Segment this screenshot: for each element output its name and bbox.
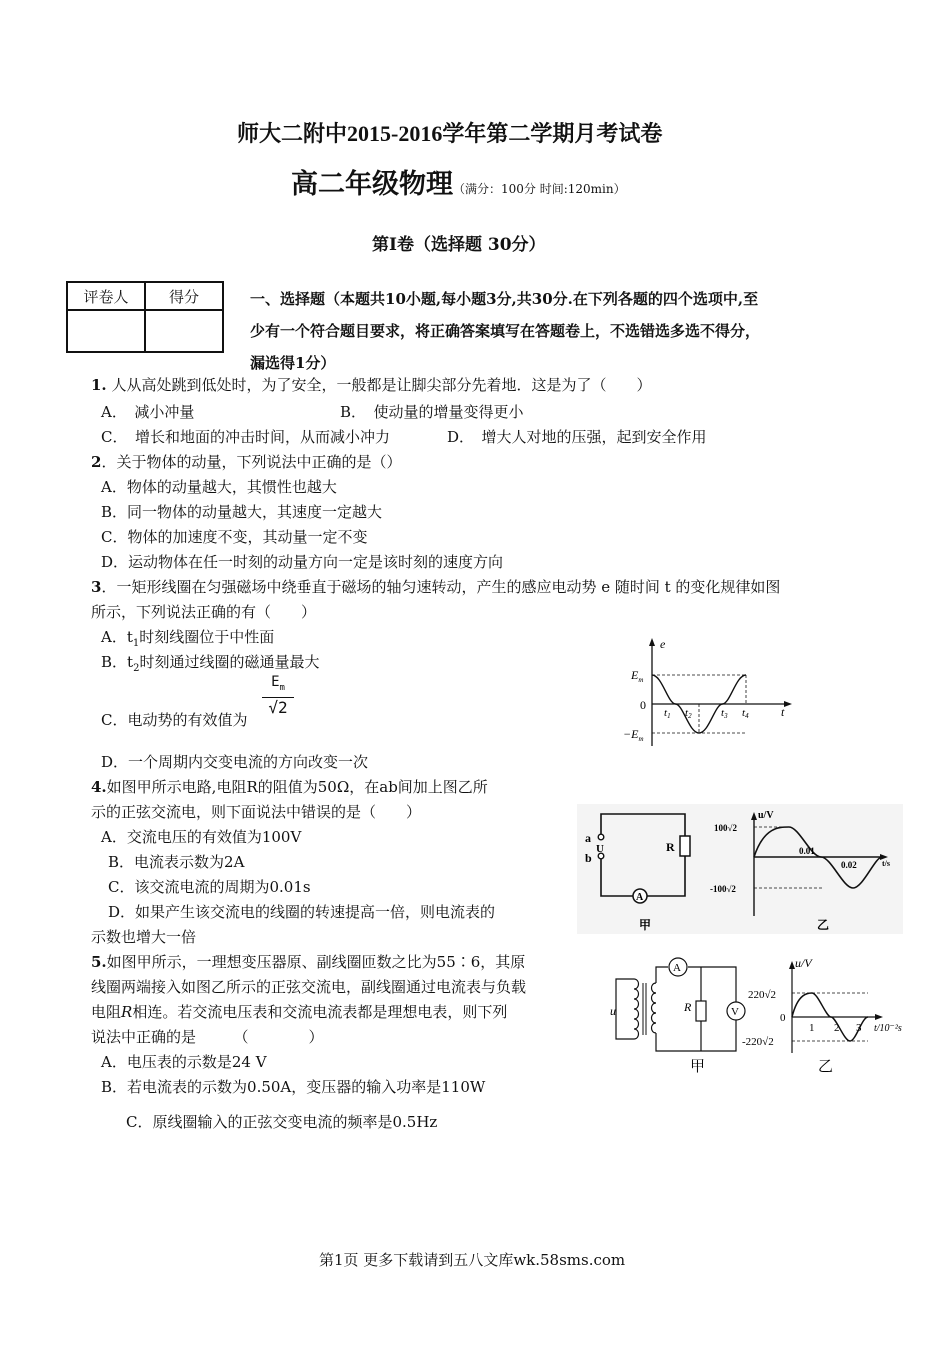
instructions-line-1: 一、选择题（本题共10小题,每小题3分,共30分.在下列各题的四个选项中,至 xyxy=(250,290,759,308)
q5-text-3-post: 相连。若交流电压表和交流电流表都是理想电表，则下列 xyxy=(132,1003,508,1021)
q5-voltmeter-label: V xyxy=(731,1006,739,1018)
subject-title: 高二年级物理 xyxy=(291,169,453,200)
q3-fraction-numerator xyxy=(262,674,294,698)
q5-label-u: u xyxy=(610,1004,616,1018)
q3-t1-sub: 1 xyxy=(667,712,671,720)
q3-b-pre: B．t xyxy=(101,653,134,671)
q4-label-yi: 乙 xyxy=(817,918,830,932)
q2-text: ．关于物体的动量，下列说法中正确的是（） xyxy=(101,453,402,471)
grader-header: 评卷人 xyxy=(67,282,145,310)
subject-heading xyxy=(291,162,626,201)
q4-ammeter-label: A xyxy=(636,892,644,903)
q3-t4-sub: 4 xyxy=(745,712,749,720)
q4-stem-2: 示的正弦交流电，则下面说法中错误的是（ ） xyxy=(91,803,422,821)
q3-t-label: t xyxy=(781,705,785,719)
instructions-line-3: 漏选得1分） xyxy=(250,354,336,372)
q3-num-e: E xyxy=(271,674,280,690)
q3-fraction xyxy=(262,674,294,718)
q3-t1-label xyxy=(664,707,671,720)
q1-number: 1. xyxy=(91,376,107,394)
q3-option-c: C．电动势的有效值为 xyxy=(101,711,248,729)
q4-text: 如图甲所示电路,电阻R的阻值为50Ω，在ab间加上图乙所 xyxy=(106,778,488,796)
q1-option-c: C． 增长和地面的冲击时间，从而减小冲力 xyxy=(101,428,390,446)
q2-option-a: A．物体的动量越大，其惯性也越大 xyxy=(101,478,337,496)
q3-em-main: E xyxy=(631,668,639,682)
q3-option-a xyxy=(101,626,274,649)
q1-stem xyxy=(91,374,651,395)
q3-neg-em-label xyxy=(623,727,644,743)
score-table xyxy=(66,281,224,353)
q1-option-d: D． 增大人对地的压强，起到安全作用 xyxy=(447,428,707,446)
q4-option-a: A．交流电压的有效值为100V xyxy=(101,828,302,846)
q3-option-d: D．一个周期内交变电流的方向改变一次 xyxy=(101,753,369,771)
q3-neg-em-sub: m xyxy=(638,735,644,743)
q4-peak-label: 100√2 xyxy=(714,823,737,833)
q4-option-b: B．电流表示数为2A xyxy=(108,853,245,871)
q3-number: 3 xyxy=(91,578,102,596)
q4-x1-label: 0.01 xyxy=(799,846,815,856)
q5-primary-coil xyxy=(634,979,639,1039)
q5-uv-label: u/V xyxy=(795,956,812,970)
q3-stem-2: 所示，下列说法正确的有（ ） xyxy=(91,603,317,621)
q5-zero-label: 0 xyxy=(780,1012,786,1024)
q3-stem-1 xyxy=(91,576,780,597)
q3-t4-label xyxy=(742,707,749,720)
q3-em-label xyxy=(630,668,643,684)
page-footer: 第1页 更多下载请到五八文库wk.58sms.com xyxy=(319,1251,626,1269)
q4-label-a: a xyxy=(585,831,591,845)
q4-label-b: b xyxy=(585,851,592,865)
q4-number: 4. xyxy=(91,778,107,796)
q3-b-sub: 2 xyxy=(133,663,140,674)
q5-option-c: C．原线圈输入的正弦交变电流的频率是0.5Hz xyxy=(126,1113,438,1131)
q3-zero-label: 0 xyxy=(640,698,646,712)
q5-tl-label: t/10⁻²s xyxy=(874,1023,902,1034)
q5-secondary-coil xyxy=(652,983,657,1033)
q5-label-jia: 甲 xyxy=(690,1059,706,1075)
q5-line-4: 说法中正确的是 （ ） xyxy=(91,1028,324,1046)
q5-text-1: 如图甲所示，一理想变压器原、副线圈匝数之比为55∶6，其原 xyxy=(106,953,526,971)
q5-x3-label: 3 xyxy=(856,1022,862,1034)
q5-ammeter-label: A xyxy=(673,962,681,974)
score-header: 得分 xyxy=(145,282,223,310)
q4-label-u: U xyxy=(596,843,604,855)
q3-b-post: 时刻通过线圈的磁通量最大 xyxy=(139,653,320,671)
q2-stem xyxy=(91,451,401,472)
q3-t3-sub: 3 xyxy=(724,712,728,720)
section-title: 第Ⅰ卷（选择题 30分） xyxy=(372,235,546,255)
q4-option-d-1: D．如果产生该交流电的线圈的转速提高一倍，则电流表的 xyxy=(108,903,496,921)
q4-x2-label: 0.02 xyxy=(841,860,857,870)
q3-e-arrow xyxy=(649,638,655,646)
q5-number: 5. xyxy=(91,953,107,971)
q4-option-c: C．该交流电流的周期为0.01s xyxy=(108,878,311,896)
score-time-note: （满分：100分 时间:120min） xyxy=(453,182,626,196)
q5-option-a: A．电压表的示数是24 V xyxy=(101,1053,267,1071)
q4-option-d-2: 示数也增大一倍 xyxy=(91,928,197,946)
q2-option-d: D．运动物体在任一时刻的动量方向一定是该时刻的速度方向 xyxy=(101,553,504,571)
q4-trough-label: -100√2 xyxy=(710,884,736,894)
score-cell xyxy=(145,310,223,352)
exam-title: 师大二附中2015-2016学年第二学期月考试卷 xyxy=(237,121,663,146)
q5-figure xyxy=(606,955,912,1075)
q4-label-jia: 甲 xyxy=(639,918,652,932)
q3-t1-main: t xyxy=(664,707,668,719)
q5-label-r: R xyxy=(684,1000,692,1014)
q3-a-pre: A．t xyxy=(101,628,133,646)
q5-peak-label: 220√2 xyxy=(748,989,777,1001)
q3-t3-main: t xyxy=(721,707,725,719)
q3-t2-sub: 2 xyxy=(688,712,692,720)
q3-option-b xyxy=(101,651,319,674)
q3-t4-main: t xyxy=(742,707,746,719)
q5-primary-wires xyxy=(616,979,634,1039)
q2-number: 2 xyxy=(91,453,102,471)
q5-trough-label: -220√2 xyxy=(742,1036,774,1048)
q5-option-b: B．若电流表的示数为0.50A，变压器的输入功率是110W xyxy=(101,1078,486,1096)
q5-line-1 xyxy=(91,951,525,972)
q3-t2-label xyxy=(685,707,692,720)
q5-resistor xyxy=(696,1001,706,1021)
q3-a-post: 时刻线圈位于中性面 xyxy=(139,628,275,646)
q3-fraction-denominator: √2 xyxy=(268,697,288,717)
q5-label-yi: 乙 xyxy=(818,1059,834,1075)
q2-option-b: B．同一物体的动量越大，其速度一定越大 xyxy=(101,503,383,521)
grader-cell xyxy=(67,310,145,352)
q3-e-label: e xyxy=(660,637,666,651)
q4-figure xyxy=(577,804,903,934)
q3-t-arrow xyxy=(784,701,792,707)
q3-emf-graph xyxy=(618,634,798,749)
q3-t3-label xyxy=(721,707,728,720)
q1-option-a: A． 减小冲量 xyxy=(101,403,195,421)
q1-text: 人从高处跳到低处时，为了安全，一般都是让脚尖部分先着地．这是为了（ ） xyxy=(111,376,652,394)
q3-a-sub: 1 xyxy=(132,638,140,649)
q4-label-r: R xyxy=(666,840,675,854)
q4-terminal-a xyxy=(598,834,604,840)
q5-x1-label: 1 xyxy=(809,1022,815,1034)
q5-x2-label: 2 xyxy=(834,1022,840,1034)
q4-ts-label: t/s xyxy=(882,859,890,868)
q3-neg-em-main: −E xyxy=(623,727,639,741)
q5-text-3-pre: 电阻 xyxy=(91,1003,122,1021)
q2-option-c: C．物体的加速度不变，其动量一定不变 xyxy=(101,528,368,546)
q4-uv-label: u/V xyxy=(758,810,774,821)
q5-t-arrow xyxy=(875,1014,883,1020)
q5-line-3 xyxy=(91,1001,507,1022)
q4-stem-1 xyxy=(91,776,488,797)
q3-t2-main: t xyxy=(685,707,689,719)
q5-line-2: 线圈两端接入如图乙所示的正弦交流电，副线圈通过电流表与负载 xyxy=(91,978,527,996)
instructions-line-2: 少有一个符合题目要求，将正确答案填写在答题卷上，不选错选多选不得分， xyxy=(250,322,761,340)
q5-text-3-r: R xyxy=(121,1003,133,1021)
q3-text: ．一矩形线圈在匀强磁场中绕垂直于磁场的轴匀速转动，产生的感应电动势 e 随时间 t 的变化规律如图 xyxy=(101,578,781,596)
q4-resistor xyxy=(680,836,690,856)
q3-num-sub: m xyxy=(279,682,285,693)
q3-em-sub: m xyxy=(638,676,644,684)
q1-option-b: B． 使动量的增量变得更小 xyxy=(340,403,524,421)
